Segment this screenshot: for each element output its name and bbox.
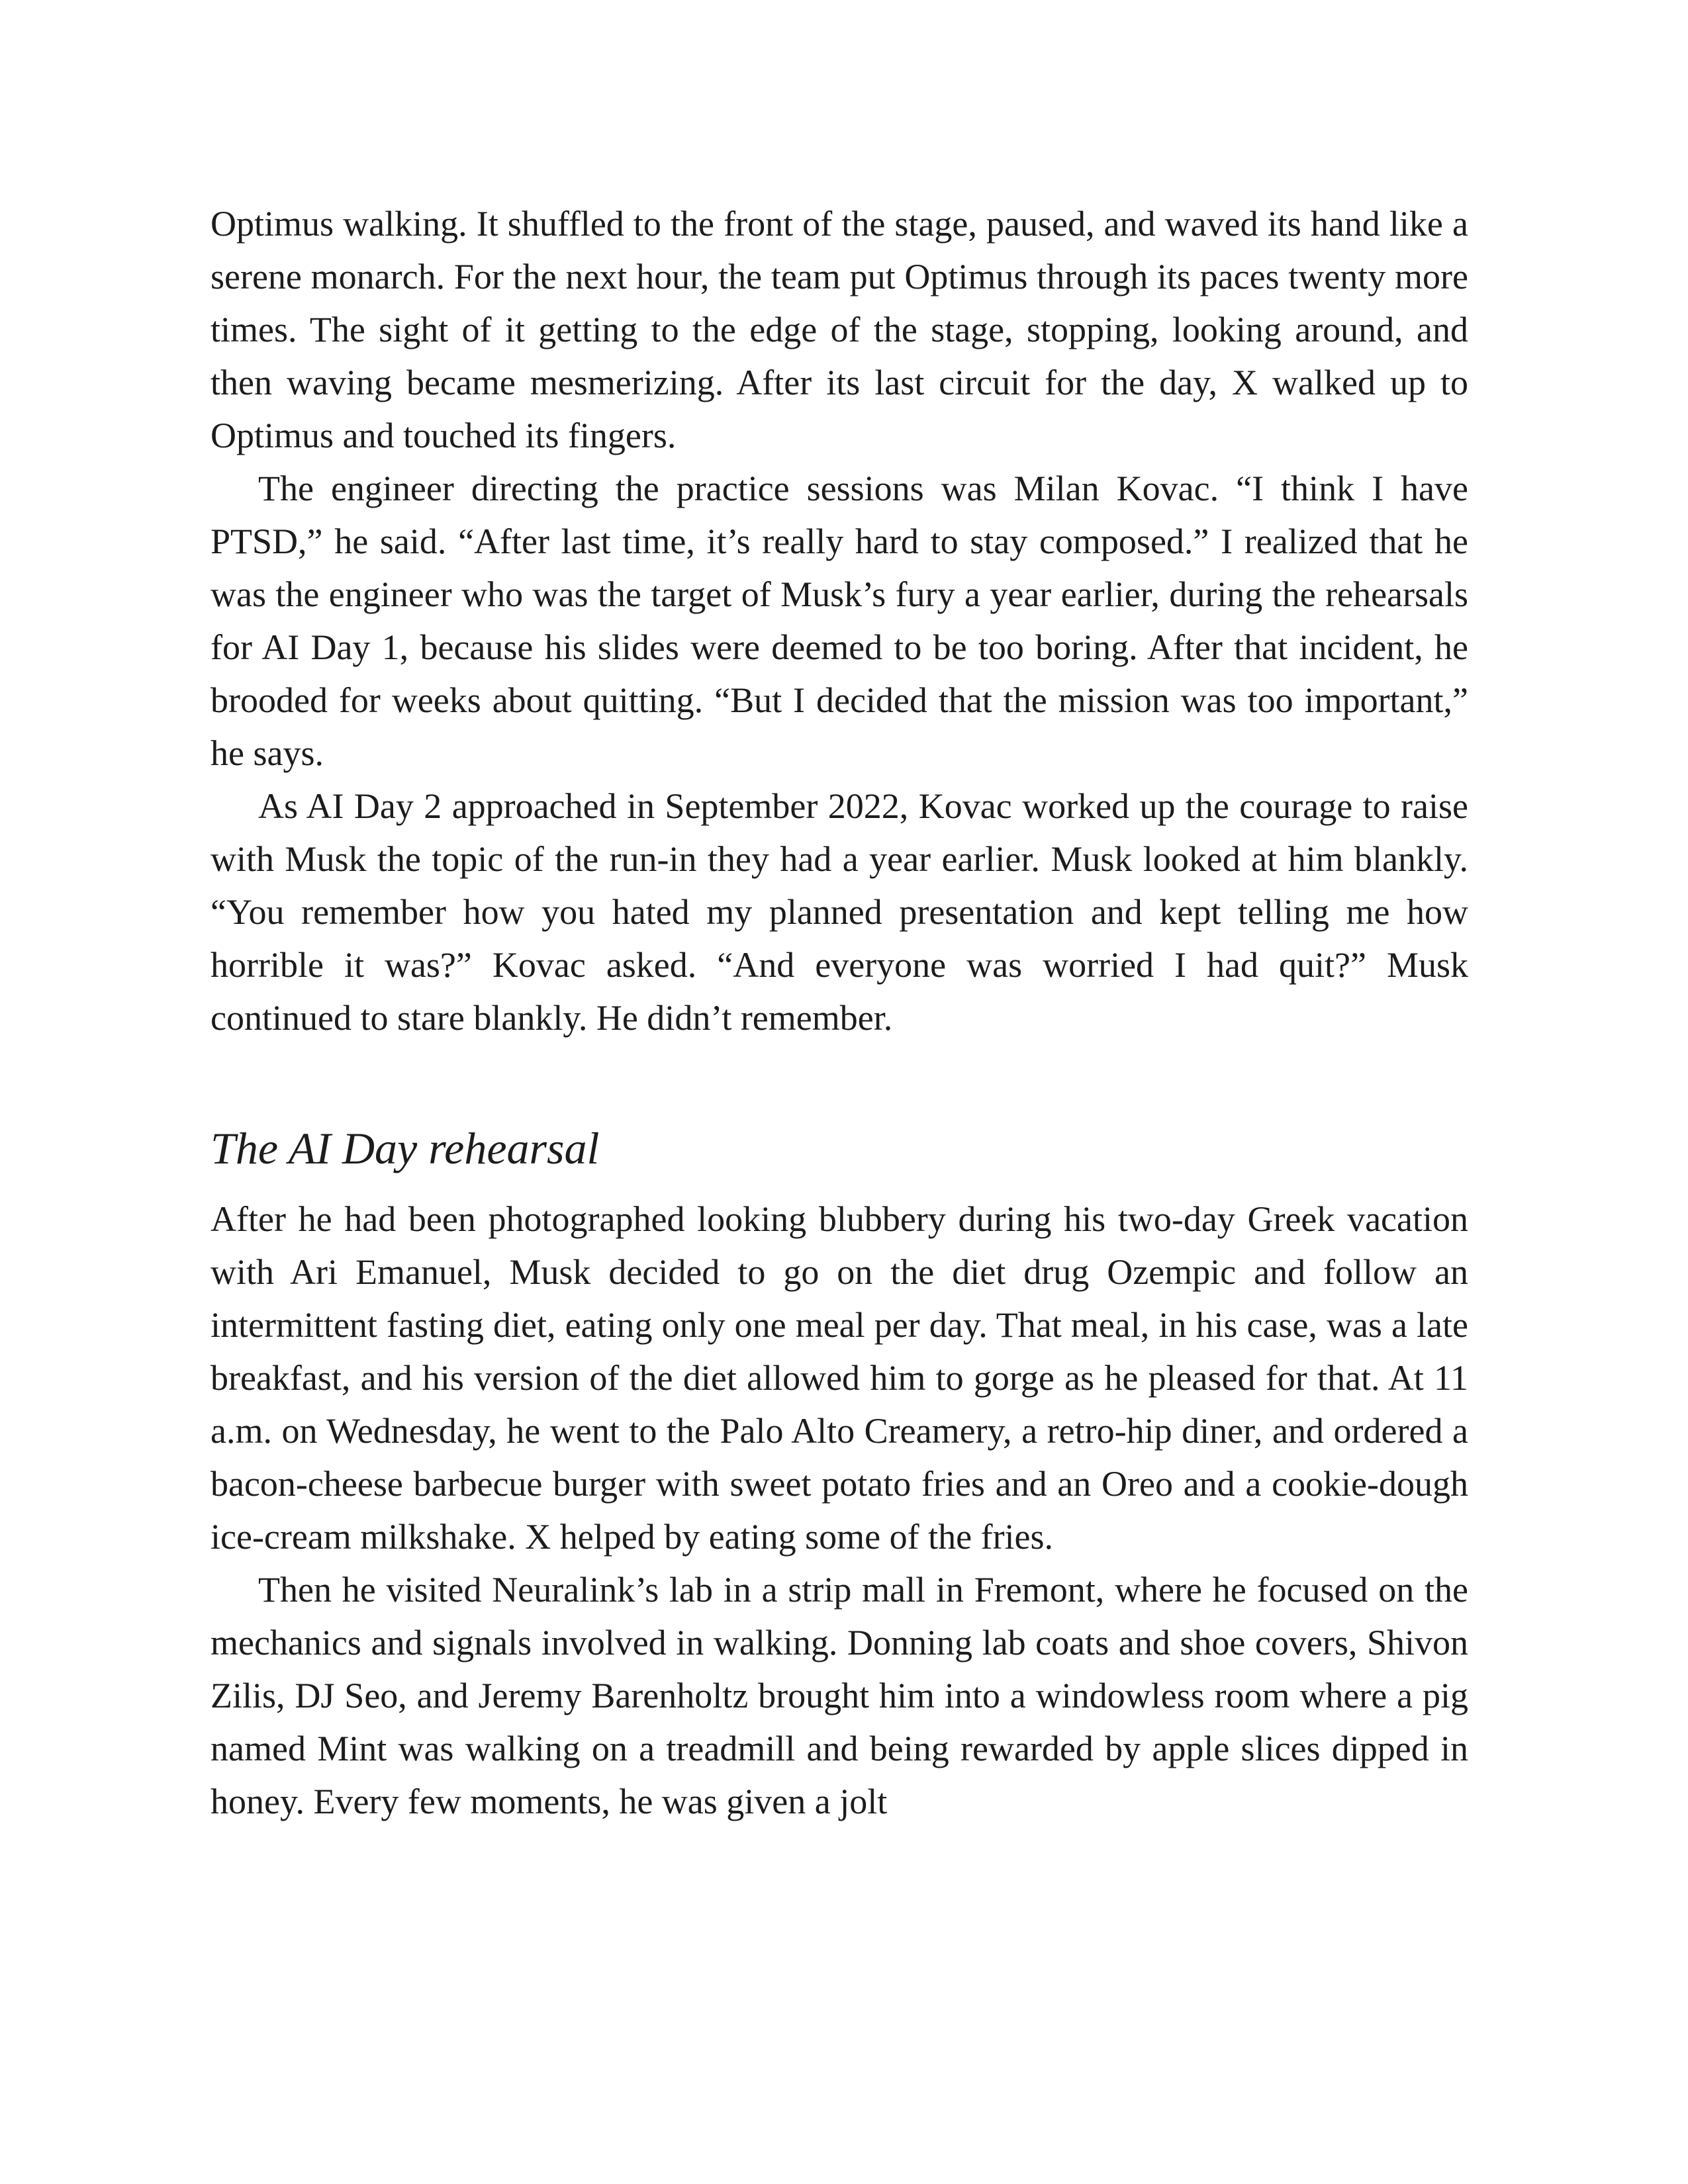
body-paragraph: After he had been photographed looking blubbery during his two-day Greek vacation with Ari Emanuel, Musk decided to go on the diet drug Ozempic and follow an intermittent fasting diet, eating only one meal per day. That meal, in his case, was a late breakfast, and his version of the diet allowed him to gorge as he pleased for that. At 11 a.m. on Wednesday, he went to the Palo Alto Creamery, a retro-hip diner, and ordered a bacon-cheese barbecue burger with sweet potato fries and an Oreo and a cookie-dough ice-cream milkshake. X helped by eating some of the fries. bbox=[211, 1199, 1468, 1557]
book-page bbox=[211, 197, 1468, 1828]
body-paragraph: The engineer directing the practice sessions was Milan Kovac. “I think I have PTSD,” he said. “After last time, it’s really hard to stay composed.” I realized that he was the engineer who was the target of Musk’s fury a year earlier, during the rehearsals for AI Day 1, because his slides were deemed to be too boring. After that incident, he brooded for weeks about quitting. “But I decided that the mission was too important,” he says. bbox=[211, 469, 1468, 773]
body-paragraph: As AI Day 2 approached in September 2022, Kovac worked up the courage to raise with Musk the topic of the run-in they had a year earlier. Musk looked at him blankly. “You remember how you hated my planned presentation and kept telling me how horrible it was?” Kovac asked. “And everyone was worried I had quit?” Musk continued to stare blankly. He didn’t remember. bbox=[211, 786, 1468, 1038]
section-heading: The AI Day rehearsal bbox=[211, 1123, 600, 1173]
body-paragraph: Then he visited Neuralink’s lab in a strip mall in Fremont, where he focused on the mechanics and signals involved in walking. Donning lab coats and shoe covers, Shivon Zilis, DJ Seo, and Jeremy Barenholtz brought him into a windowless room where a pig named Mint was walking on a treadmill and being rewarded by apple slices dipped in honey. Every few moments, he was given a jolt bbox=[211, 1570, 1468, 1821]
body-paragraph: Optimus walking. It shuffled to the front of the stage, paused, and waved its hand like a serene monarch. For the next hour, the team put Optimus through its paces twenty more times. The sight of it getting to the edge of the stage, stopping, looking around, and then waving became mesmerizing. After its last circuit for the day, X walked up to Optimus and touched its fingers. bbox=[211, 204, 1468, 455]
